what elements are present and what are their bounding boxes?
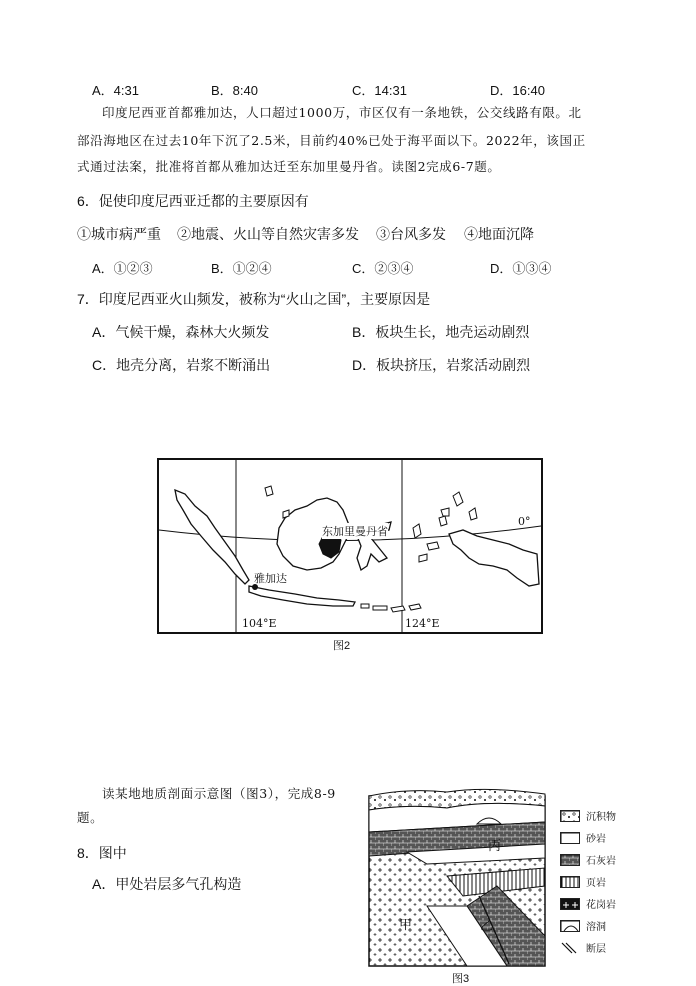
q5-option-b: B．8:40 <box>211 83 258 98</box>
figure-3-caption: 图3 <box>452 973 470 985</box>
label-yi: 乙 <box>480 918 494 933</box>
q7-option-d: D．板块挤压，岩浆活动剧烈 <box>352 357 531 373</box>
q6-statement-4: ④地面沉降 <box>464 226 534 242</box>
q6-statement-3: ③台风多发 <box>376 226 446 242</box>
passage-line-2: 部沿海地区在过去10年下沉了2.5米，目前约40%已处于海平面以下。2022年，该国正 <box>77 133 586 148</box>
passage-line-1: 印度尼西亚首都雅加达，人口超过1000万，市区仅有一条地铁，公交线路有限。北 <box>102 105 582 120</box>
label-jia: 甲 <box>399 917 413 932</box>
legend-cave: 溶洞 <box>560 918 606 933</box>
label-124e: 124°E <box>405 617 440 630</box>
passage-line-3: 式通过法案，批准将首都从雅加达迁至东加里曼丹省。读图2完成6-7题。 <box>77 159 501 174</box>
q8-stem: 8．图中 <box>77 845 127 861</box>
passage2-line-2: 题。 <box>77 810 104 825</box>
q6-statement-2: ②地震、火山等自然灾害多发 <box>177 226 359 242</box>
q7-option-c: C．地壳分离，岩浆不断涌出 <box>92 357 271 373</box>
q7-stem: 7．印度尼西亚火山频发，被称为“火山之国”，主要原因是 <box>77 291 431 307</box>
q6-option-a: A．①②③ <box>92 261 153 276</box>
q6-option-d: D．①③④ <box>490 261 552 276</box>
q8-option-a: A．甲处岩层多气孔构造 <box>92 876 242 892</box>
figure-3-cross-section <box>367 786 547 968</box>
legend-granite: 花岗岩 <box>560 896 616 911</box>
q6-option-b: B．①②④ <box>211 261 272 276</box>
q6-statement-1: ①城市病严重 <box>77 226 161 242</box>
passage2-line-1: 读某地地质剖面示意图（图3），完成8-9 <box>102 786 336 801</box>
legend-limestone: 石灰岩 <box>560 852 616 867</box>
label-bing: 丙 <box>488 838 502 853</box>
label-east-kalimantan: 东加里曼丹省 <box>322 523 388 539</box>
figure-2-caption: 图2 <box>333 640 351 652</box>
figure-2-map <box>157 458 543 634</box>
figure-3-legend <box>560 808 640 968</box>
label-jakarta: 雅加达 <box>254 573 287 585</box>
q7-option-b: B．板块生长，地壳运动剧烈 <box>352 324 530 340</box>
q6-option-c: C．②③④ <box>352 261 414 276</box>
q7-option-a: A．气候干燥，森林大火频发 <box>92 324 270 340</box>
legend-sandstone: 砂岩 <box>560 830 606 845</box>
q6-stem: 6．促使印度尼西亚迁都的主要原因有 <box>77 193 309 209</box>
q5-option-c: C．14:31 <box>352 83 407 98</box>
label-equator: 0° <box>518 515 531 528</box>
legend-shale: 页岩 <box>560 874 606 889</box>
q5-option-d: D．16:40 <box>490 83 545 98</box>
legend-fault: 断层 <box>560 940 606 955</box>
legend-sediment: 沉积物 <box>560 808 616 823</box>
q5-option-a: A．4:31 <box>92 83 139 98</box>
label-104e: 104°E <box>242 617 277 630</box>
